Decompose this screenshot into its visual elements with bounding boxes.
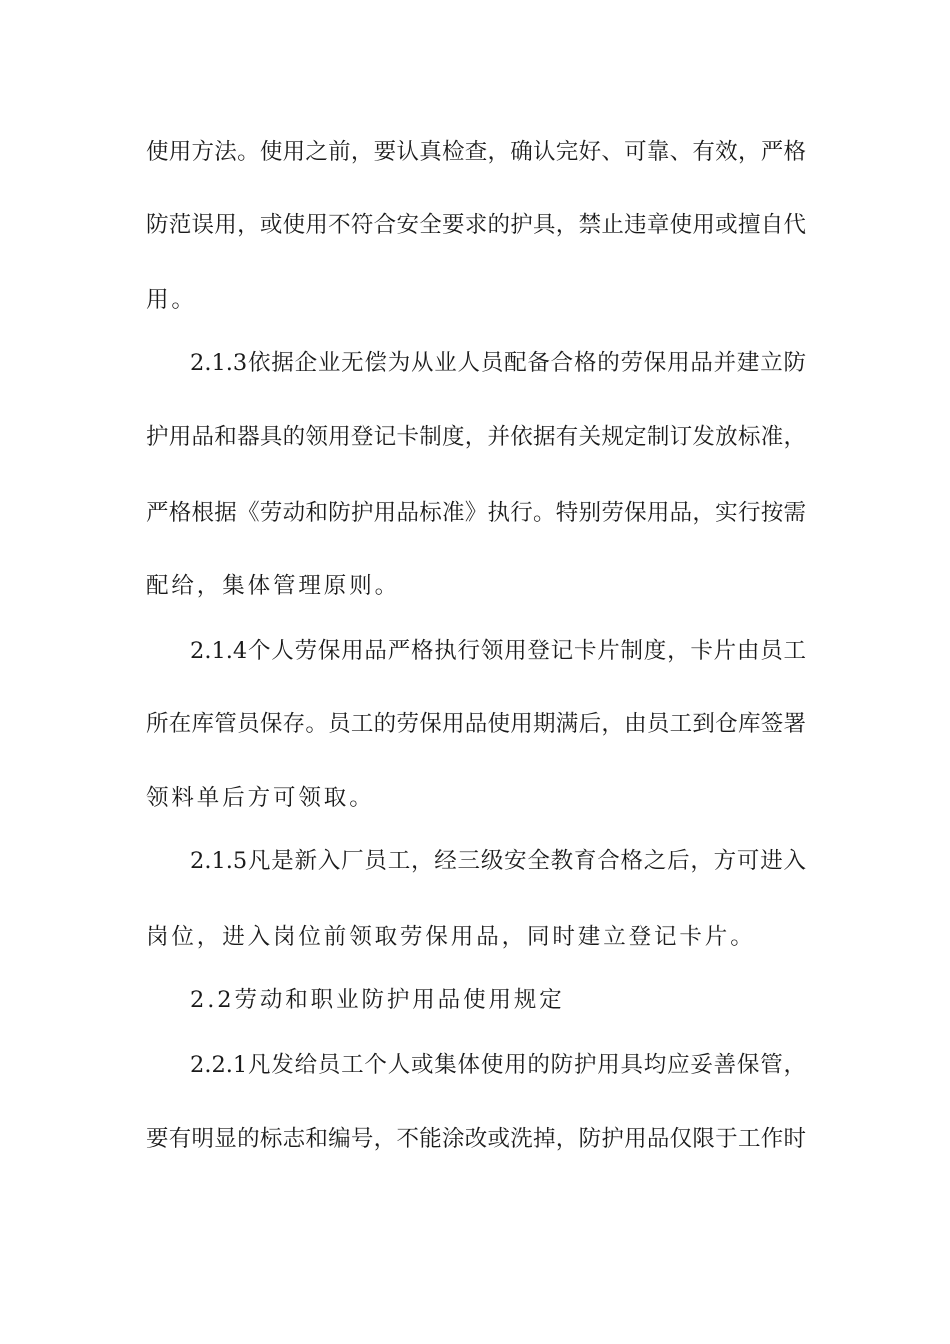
text-line-11: 2.1.5凡是新入厂员工，经三级安全教育合格之后，方可进入 <box>190 848 806 874</box>
text-line-14: 2.2.1凡发给员工个人或集体使用的防护用具均应妥善保管， <box>190 1052 806 1078</box>
text-line-7: 配给，集体管理原则。 <box>146 573 401 599</box>
text-line-2: 防范误用，或使用不符合安全要求的护具，禁止违章使用或擅自代 <box>146 212 806 238</box>
text-line-5: 护用品和器具的领用登记卡制度，并依据有关规定制订发放标准， <box>146 424 806 450</box>
text-line-15: 要有明显的标志和编号，不能涂改或洗掉，防护用品仅限于工作时 <box>146 1126 806 1152</box>
text-line-6: 严格根据《劳动和防护用品标准》执行。特别劳保用品，实行按需 <box>146 500 806 526</box>
text-line-10: 领料单后方可领取。 <box>146 785 375 811</box>
section-heading: 2.2劳动和职业防护用品使用规定 <box>190 987 565 1013</box>
text-line-1: 使用方法。使用之前，要认真检查，确认完好、可靠、有效，严格 <box>146 139 806 165</box>
text-line-4: 2.1.3依据企业无偿为从业人员配备合格的劳保用品并建立防 <box>190 350 806 376</box>
text-line-12: 岗位，进入岗位前领取劳保用品，同时建立登记卡片。 <box>146 924 756 950</box>
text-line-3: 用。 <box>146 287 197 313</box>
text-line-8: 2.1.4个人劳保用品严格执行领用登记卡片制度，卡片由员工 <box>190 638 806 664</box>
text-line-9: 所在库管员保存。员工的劳保用品使用期满后，由员工到仓库签署 <box>146 711 806 737</box>
